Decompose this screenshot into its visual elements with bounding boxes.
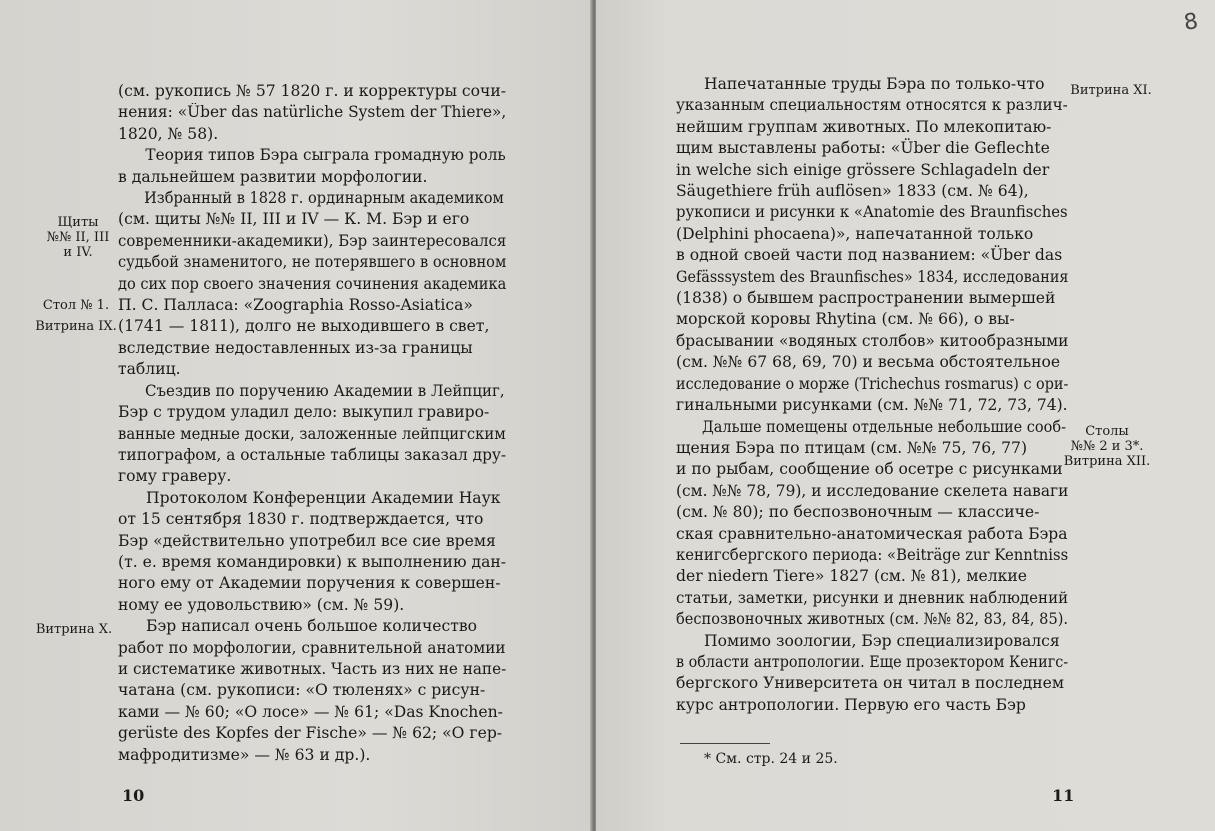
text-line: работ по морфологии, сравнительной анатомии: [118, 638, 506, 657]
text-line: Помимо зоологии, Бэр специализировался: [704, 631, 1060, 650]
text-line: ванные медные доски, заложенные лейпцигским: [118, 424, 506, 443]
text-line: указанным специальностям относятся к различ-: [676, 96, 1068, 115]
text-line: мафродитизме» — № 63 и др.).: [118, 745, 371, 764]
text-line: ного ему от Академии поручения к совершен-: [118, 574, 501, 593]
left-page-text: [118, 81, 506, 766]
text-line: кенигсбергского периода: «Beiträge zur Kenntniss: [676, 545, 1069, 564]
text-line: gerüste des Kopfes der Fische» — № 62; «О гер-: [118, 724, 503, 743]
page-number-left: 10: [122, 786, 145, 805]
text-line: ками — № 60; «О лосе» — № 61; «Das Knochen-: [118, 702, 503, 721]
margin-note-line: Витрина XII.: [1063, 454, 1151, 469]
margin-note-vitrine-xi: Витрина XI.: [1070, 83, 1152, 98]
margin-note-line: Столы: [1085, 424, 1129, 439]
text-line: в одной своей части под названием: «Über das: [676, 246, 1063, 265]
text-line: в области антропологии. Еще прозектором Кенигс-: [676, 652, 1069, 671]
text-line: (см. щиты №№ II, III и IV — К. М. Бэр и его: [118, 210, 470, 229]
text-line: от 15 сентября 1830 г. подтверждается, что: [118, 510, 484, 529]
margin-note-line: Щиты: [57, 215, 99, 230]
margin-note-line: №№ II, III: [46, 230, 110, 245]
text-line: Теория типов Бэра сыграла громадную роль: [145, 146, 506, 165]
text-line: вследствие недоставленных из-за границы: [118, 338, 473, 357]
text-line: (см. №№ 67 68, 69, 70) и весьма обстоятельное: [676, 353, 1061, 372]
text-line: Бэр написал очень большое количество: [146, 617, 478, 636]
text-line: беспозвоночных животных (см. №№ 82, 83, 84, 85).: [676, 610, 1069, 629]
margin-note-line: №№ 2 и 3*.: [1070, 439, 1144, 454]
right-page-text: [676, 74, 1068, 716]
text-line: и систематике животных. Часть из них не напе-: [118, 659, 507, 678]
handwritten-number: 8: [1182, 9, 1200, 36]
text-line: der niedern Tiere» 1827 (см. № 81), мелкие: [676, 567, 1028, 586]
text-line: нения: «Über das natürliche System der Thiere»,: [118, 103, 507, 122]
margin-note-vitrine-ix: Витрина IX.: [35, 319, 117, 334]
text-line: (см. рукопись № 57 1820 г. и корректуры сочи-: [118, 82, 507, 100]
text-line: 1820, № 58).: [118, 124, 219, 143]
text-line: (Delphini phocaena)», напечатанной только: [676, 224, 1034, 243]
text-line: Избранный в 1828 г. ординарным академиком: [144, 189, 504, 208]
text-line: (1838) о бывшем распространении вымершей: [676, 289, 1056, 308]
text-line: (1741 — 1811), долго не выходившего в свет,: [118, 317, 490, 336]
text-line: курс антропологии. Первую его часть Бэр: [676, 695, 1026, 714]
text-line: гому граверу.: [118, 467, 232, 486]
text-line: Протоколом Конференции Академии Наук: [146, 488, 501, 507]
text-line: Напечатанные труды Бэра по только-что: [704, 75, 1045, 93]
text-line: рукописи и рисунки к «Anatomie des Braunfisches: [676, 203, 1068, 222]
text-line: Gefässsystem des Braunfisches» 1834, исследования: [676, 267, 1069, 286]
text-line: типографом, а остальные таблицы заказал дру-: [118, 445, 507, 464]
margin-note-vitrine-x: Витрина X.: [35, 622, 113, 637]
text-line: современники-академики), Бэр заинтересовался: [118, 231, 507, 250]
text-line: в дальнейшем развитии морфологии.: [118, 167, 428, 186]
text-line: in welche sich einige grössere Schlagadeln der: [676, 160, 1050, 179]
text-line: брасывании «водяных столбов» китообразными: [676, 331, 1069, 350]
left-page: [0, 0, 592, 831]
text-line: Дальше помещены отдельные небольшие сооб-: [702, 417, 1066, 436]
footnote-rule: [680, 743, 770, 744]
text-line: статьи, заметки, рисунки и дневник наблюдений: [676, 588, 1069, 607]
text-line: таблиц.: [118, 360, 181, 379]
text-line: нейшим группам животных. По млекопитаю-: [676, 117, 1052, 136]
text-line: (см. №№ 78, 79), и исследование скелета наваги: [676, 481, 1069, 500]
margin-note-tables: [1062, 424, 1152, 469]
text-line: Säugethiere früh auflösen» 1833 (см. № 64),: [676, 182, 1029, 201]
text-line: судьбой знаменитого, не потерявшего в основном: [118, 253, 507, 272]
text-line: чатана (см. рукописи: «О тюленях» с рисун-: [118, 681, 486, 700]
text-line: щения Бэра по птицам (см. №№ 75, 76, 77): [676, 438, 1028, 457]
text-line: до сих пор своего значения сочинения академика: [118, 274, 507, 293]
text-line: ская сравнительно-анатомическая работа Бэра: [676, 524, 1068, 543]
text-line: морской коровы Rhytina (см. № 66), о вы-: [676, 310, 1015, 329]
text-line: исследование о морже (Trichechus rosmarus) с ори-: [676, 374, 1069, 393]
text-line: и по рыбам, сообщение об осетре с рисунками: [676, 460, 1063, 479]
margin-note-table: Стол № 1.: [42, 298, 110, 313]
text-line: гинальными рисунками (см. №№ 71, 72, 73, 74).: [676, 396, 1068, 415]
text-line: (см. № 80); по беспозвоночным — классиче-: [676, 503, 1040, 522]
footnote: * См. стр. 24 и 25.: [704, 751, 838, 767]
right-page: [596, 0, 1215, 831]
margin-note-shields: [38, 215, 118, 260]
text-line: ному ее удовольствию» (см. № 59).: [118, 595, 405, 614]
text-line: (т. е. время командировки) к выполнению дан-: [118, 552, 507, 571]
text-line: бергского Университета он читал в последнем: [676, 674, 1065, 693]
page-number-right: 11: [1052, 786, 1075, 805]
margin-note-line: и IV.: [63, 245, 93, 260]
text-line: Бэр «действительно употребил все сие время: [118, 531, 496, 550]
text-line: Бэр с трудом уладил дело: выкупил гравиро-: [118, 403, 490, 422]
text-line: П. С. Палласа: «Zoographia Rosso-Asiatica»: [118, 296, 473, 315]
text-line: Съездив по поручению Академии в Лейпциг,: [144, 381, 505, 400]
text-line: щим выставлены работы: «Über die Geflechte: [676, 139, 1050, 158]
